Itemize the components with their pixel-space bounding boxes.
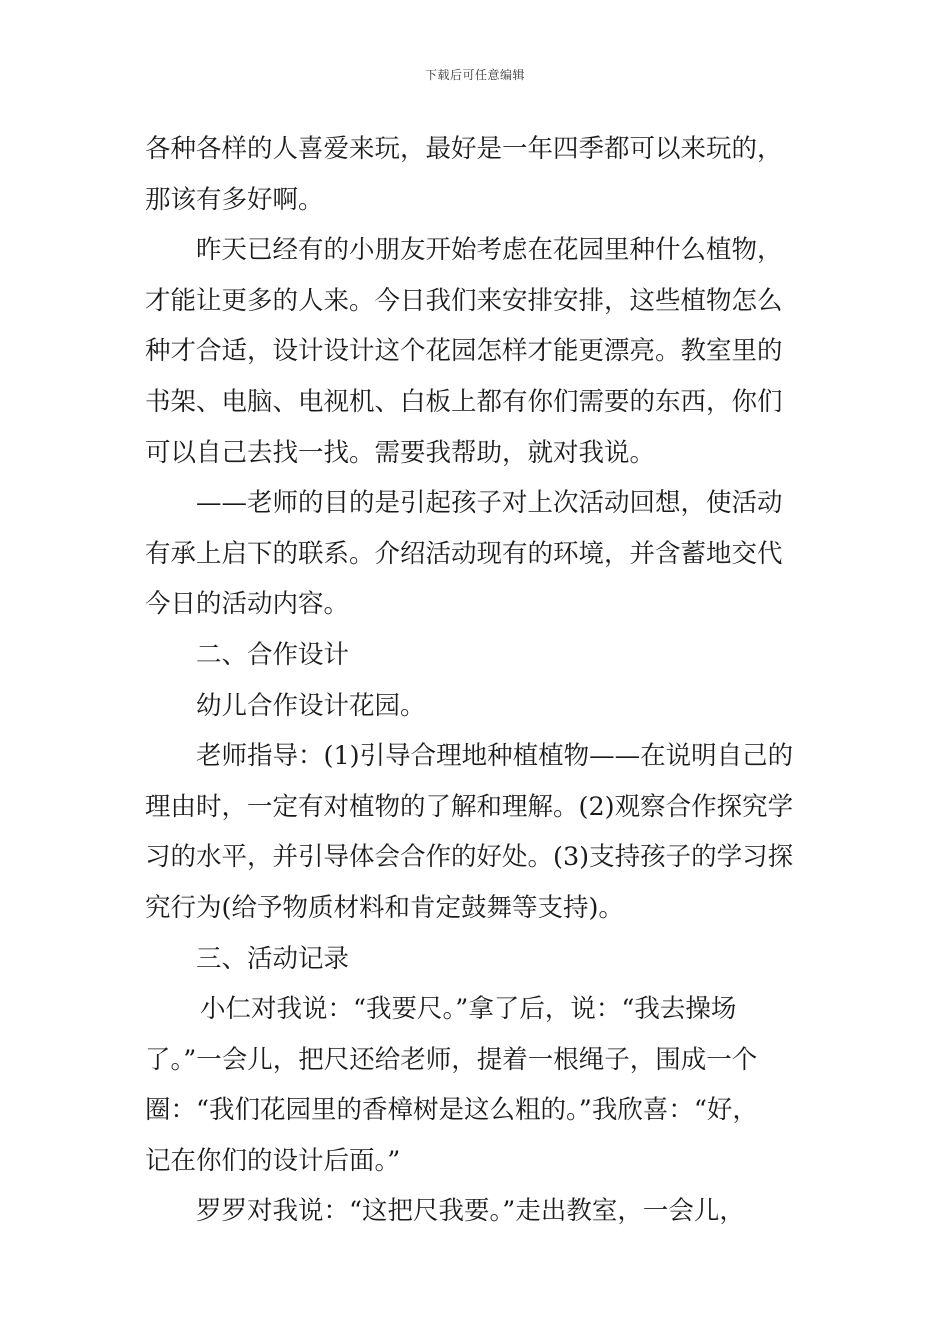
text-line: 昨天已经有的小朋友开始考虑在花园里种什么植物， [196,235,783,266]
text-line: 圈：“我们花园里的香樟树是这么粗的。”我欣喜：“好， [145,1095,758,1126]
section-heading: 二、合作设计 [196,639,350,670]
text-line: 各种各样的人喜爱来玩，最好是一年四季都可以来玩的， [145,134,783,164]
text-line: 理由时，一定有对植物的了解和理解。(2)观察合作探究学 [145,791,794,822]
section-heading: 三、活动记录 [196,943,350,974]
text-line: 记在你们的设计后面。” [145,1145,401,1176]
text-line: 才能让更多的人来。今日我们来安排安排，这些植物怎么 [145,285,783,316]
page-header: 下载后可任意编辑 [424,68,525,82]
text-line: 有承上启下的联系。介绍活动现有的环境，并含蓄地交代 [145,538,783,569]
text-line: 究行为(给予物质材料和肯定鼓舞等支持)。 [145,892,624,923]
text-line: 种才合适，设计设计这个花园怎样才能更漂亮。教室里的 [145,336,783,367]
text-line: 可以自己去找一找。需要我帮助，就对我说。 [145,437,656,468]
text-line: 小仁对我说：“我要尺。”拿了后，说：“我去操场 [200,994,737,1025]
document-body [145,124,810,1237]
text-line: 书架、电脑、电视机、白板上都有你们需要的东西，你们 [145,386,783,417]
text-line: 罗罗对我说：“这把尺我要。”走出教室，一会儿， [196,1196,745,1227]
text-line: 今日的活动内容。 [145,589,350,620]
text-line: 幼儿合作设计花园。 [196,690,426,721]
text-line: 那该有多好啊。 [145,184,324,215]
text-line: 了。”一会儿，把尺还给老师，提着一根绳子，围成一个 [145,1044,758,1075]
text-line: 习的水平，并引导体会合作的好处。(3)支持孩子的学习探 [145,842,794,873]
text-line: ——老师的目的是引起孩子对上次活动回想，使活动 [196,488,783,519]
text-line: 老师指导：(1)引导合理地种植植物——在说明自己的 [196,741,794,772]
